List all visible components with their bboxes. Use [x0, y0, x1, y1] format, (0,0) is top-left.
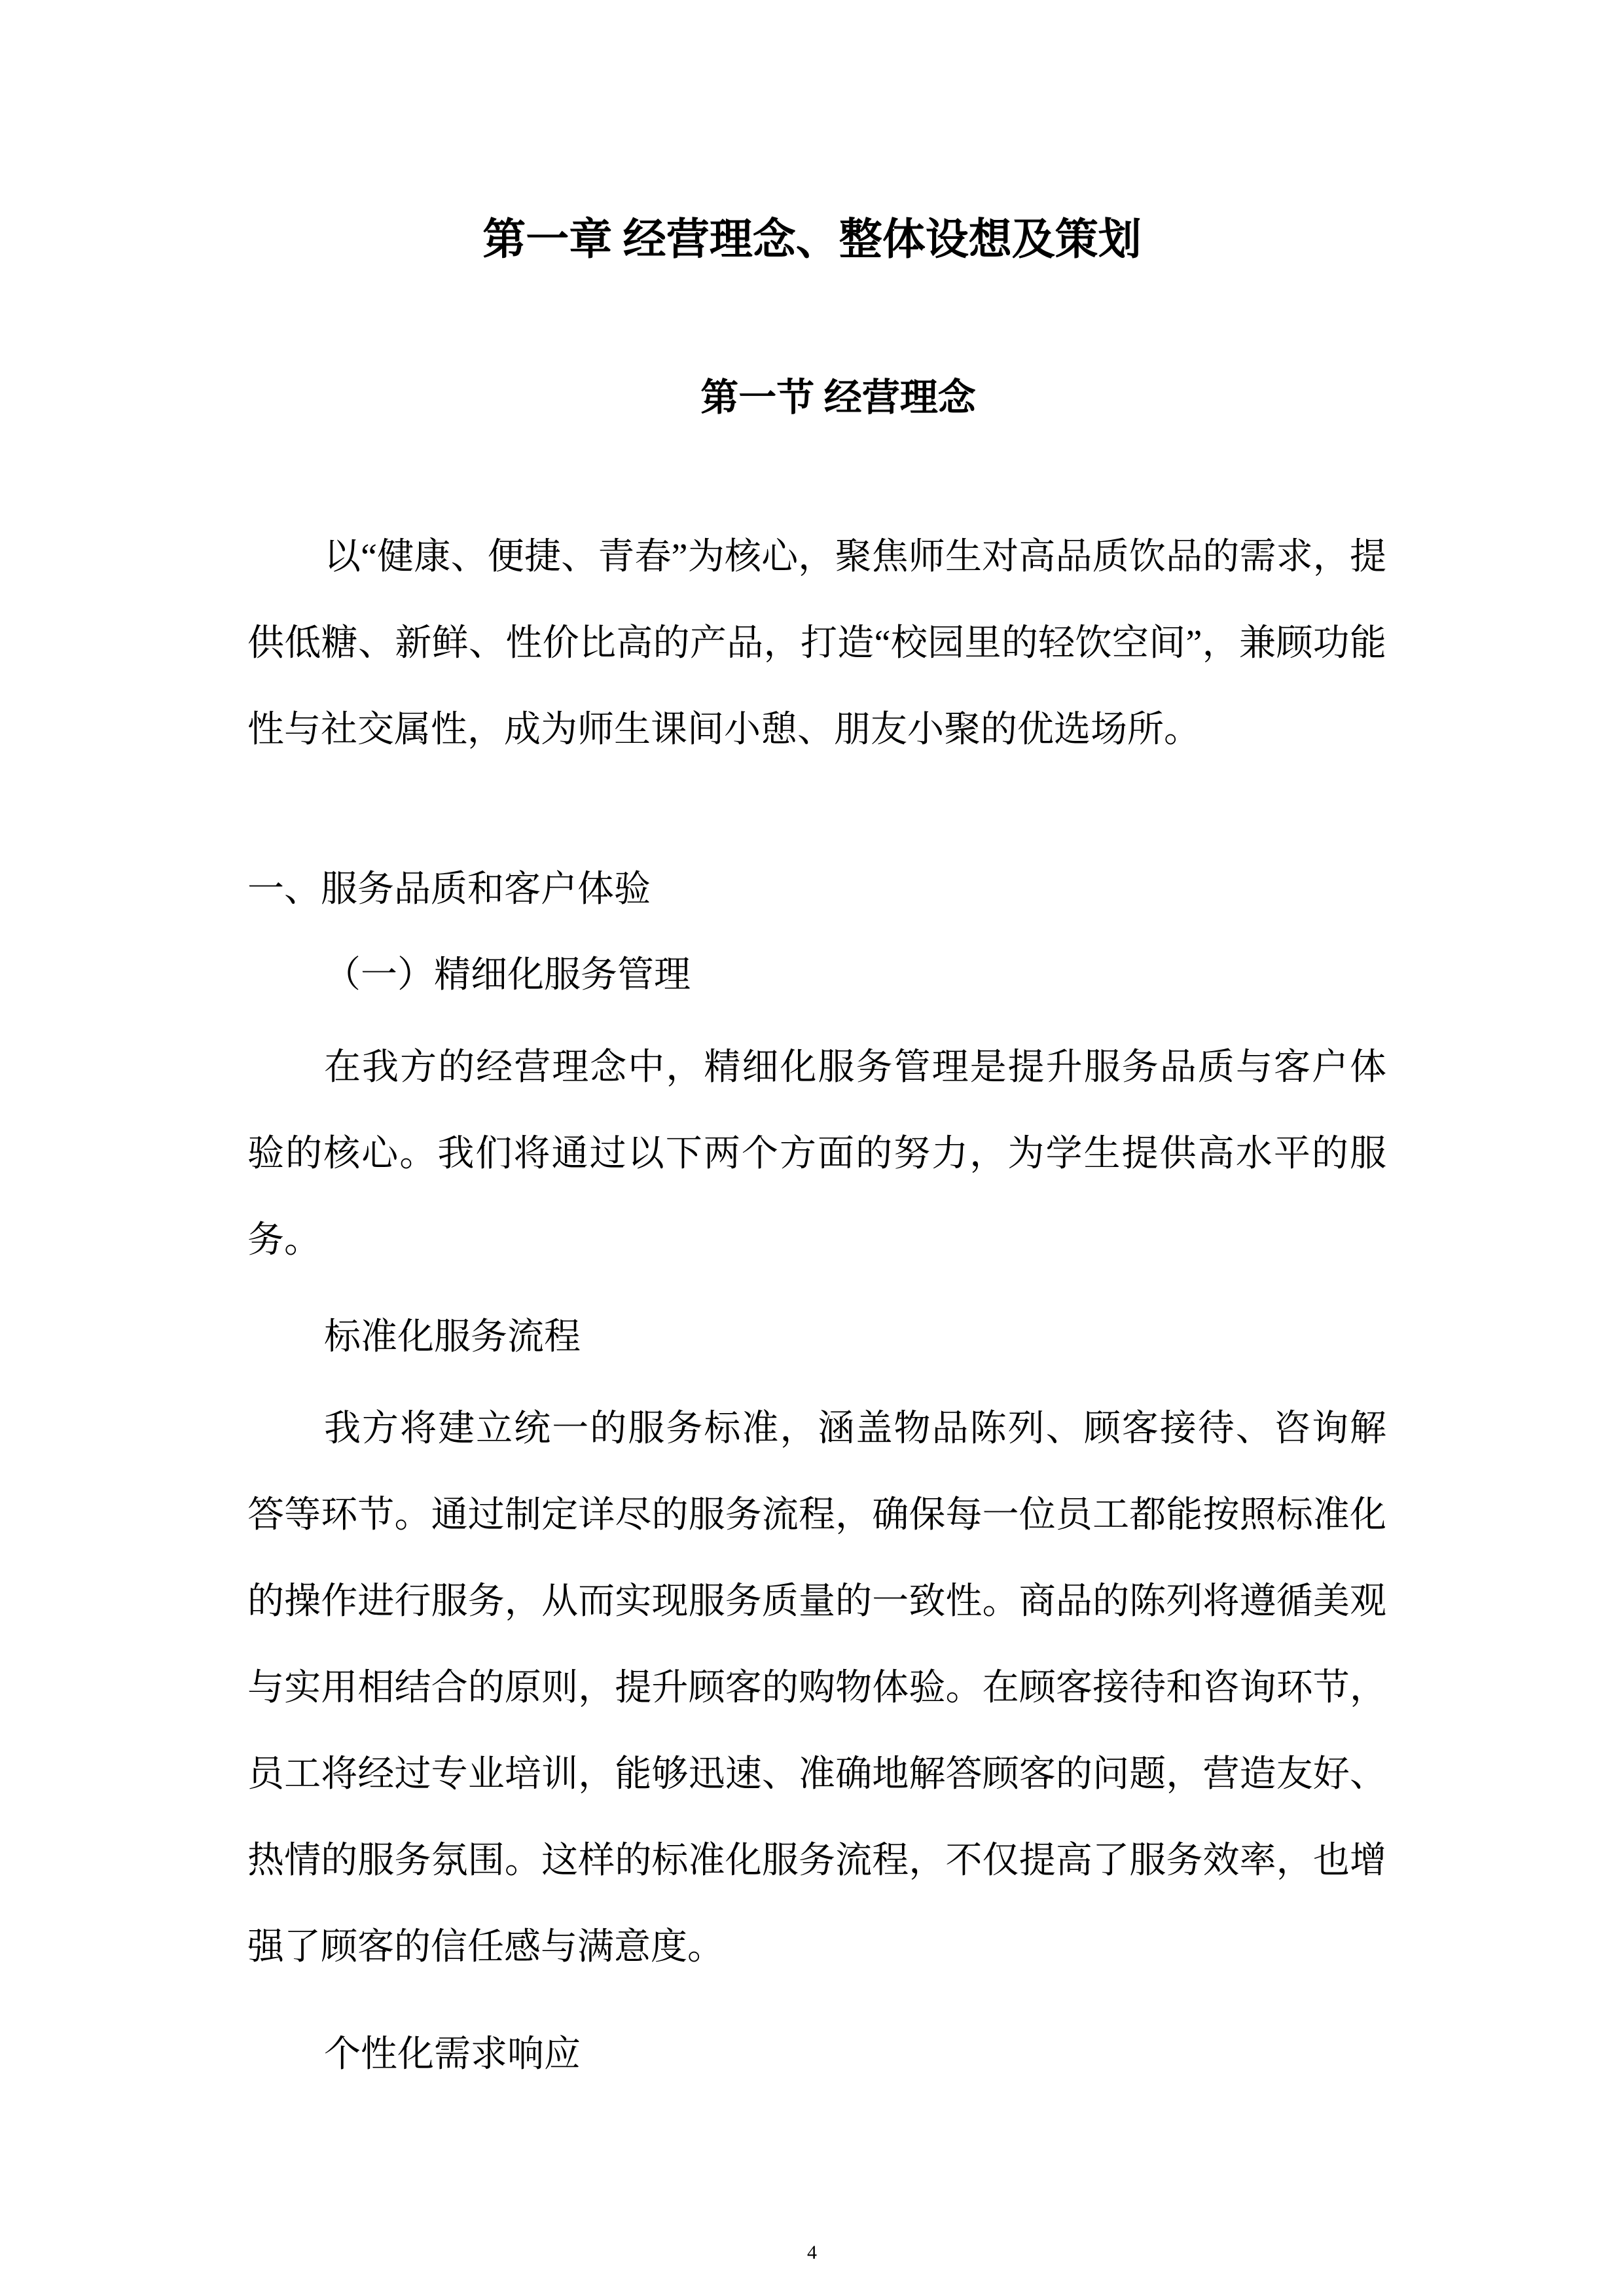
subheading-refined-management: （一）精细化服务管理 [324, 955, 691, 996]
subheading-personalized-response: 个性化需求响应 [324, 2034, 581, 2075]
section-title: 第一节 经营理念 [700, 376, 976, 419]
chapter-title: 第一章 经营理念、整体设想及策划 [482, 216, 1142, 264]
intro-paragraph: 以“健康、便捷、青春”为核心，聚焦师生对高品质饮品的需求，提供低糖、新鲜、性价比高的产品，打造“校园里的轻饮空间”，兼顾功能性与社交属性，成为师生课间小憩、朋友小聚的优选场所。 [247, 537, 1386, 750]
paragraph-refined-management: 在我方的经营理念中，精细化服务管理是提升服务品质与客户体验的核心。我们将通过以下两个方面的努力，为学生提供高水平的服务。 [247, 1047, 1386, 1261]
paragraph-standard-process: 我方将建立统一的服务标准，涵盖物品陈列、顾客接待、咨询解答等环节。通过制定详尽的服务流程，确保每一位员工都能按照标准化的操作进行服务，从而实现服务质量的一致性。商品的陈列将遵循美观与实用相结合的原则，提升顾客的购物体验。在顾客接待和咨询环节，员工将经过专业培训，能够迅速、准确地解答顾客的问题，营造友好、热情的服务氛围。这样的标准化服务流程，不仅提高了服务效率，也增强了顾客的信任感与满意度。 [247, 1408, 1386, 1967]
heading-service-quality: 一、服务品质和客户体验 [247, 869, 651, 910]
subheading-standard-process: 标准化服务流程 [324, 1317, 581, 1357]
page-number: 4 [807, 2242, 817, 2263]
